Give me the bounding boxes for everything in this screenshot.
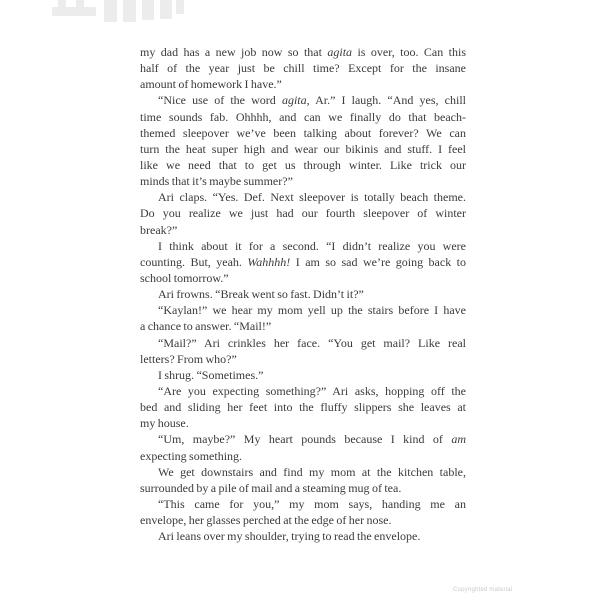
text-line (140, 270, 466, 286)
text-line (140, 44, 466, 60)
text-run: “This came for you,” my mom says, handing me an (158, 496, 466, 511)
text-run: Ari frowns. “Break went so fast. Didn’t it?” (158, 287, 364, 302)
text-line (140, 238, 466, 254)
text-run: break?” (140, 222, 178, 237)
text-line (140, 399, 466, 415)
text-line (140, 76, 466, 92)
text-line (140, 222, 466, 238)
text-line (140, 189, 466, 205)
text-line (140, 335, 466, 351)
text-run: turn the heat super high and wear our bikinis and stuff. I feel (140, 141, 466, 156)
text-run: We get downstairs and find my mom at the kitchen table, (158, 464, 466, 479)
text-run: “Um, maybe?” My heart pounds because I kind of (158, 432, 452, 447)
text-line (140, 125, 466, 141)
text-run: like we need that to get us through winter. Like trick our (140, 157, 466, 172)
text-run: “Mail?” Ari crinkles her face. “You get mail? Like real (158, 335, 466, 350)
italic-text-run: agita (281, 93, 307, 108)
text-run: half of the year just be chill time? Except for the insane (140, 61, 466, 76)
scan-artifact-block (160, 0, 172, 19)
text-run: envelope, her glasses perched at the edge of her nose. (140, 513, 392, 528)
text-run: my house. (140, 416, 189, 431)
text-line (140, 318, 466, 334)
scan-artifact-block (52, 7, 96, 16)
italic-text-run: agita (327, 45, 353, 59)
text-run: a chance to answer. “Mail!” (140, 319, 272, 334)
scan-artifact-block (142, 0, 154, 20)
text-line (140, 464, 466, 480)
scan-artifact-block (123, 0, 136, 22)
text-run: I think about it for a second. “I didn’t realize you were (158, 238, 466, 253)
text-run: Do you realize we just had our fourth sleepover of winter (140, 206, 466, 221)
text-run: I shrug. “Sometimes.” (158, 367, 264, 382)
text-run: minds that it’s maybe summer?” (140, 174, 293, 189)
copyright-watermark: Copyrighted material (453, 587, 513, 593)
text-line (140, 383, 466, 399)
text-line (140, 367, 466, 383)
text-run: , Ar.” I laugh. “And yes, chill (306, 93, 467, 108)
text-run: time sounds fab. Ohhhh, and can we finally do that beach- (140, 109, 466, 124)
text-line (140, 415, 466, 431)
text-run: I am so sad we’re going back to (290, 254, 467, 269)
text-line (140, 205, 466, 221)
text-line (140, 141, 466, 157)
scan-artifact (0, 0, 600, 30)
text-run: counting. But, yeah. (140, 254, 248, 269)
text-run: amount of homework I have.” (140, 77, 282, 92)
scan-artifact-block (104, 0, 117, 22)
text-run: school tomorrow.” (140, 270, 229, 285)
text-line (140, 496, 466, 512)
text-run: Ari claps. “Yes. Def. Next sleepover is totally beach theme. (158, 190, 466, 205)
text-line (140, 109, 466, 125)
scan-artifact-block (176, 0, 184, 14)
text-run: expecting something. (140, 448, 243, 463)
text-line (140, 512, 466, 528)
text-line (140, 480, 466, 496)
text-run: is over, too. Can this (352, 45, 466, 59)
text-line (140, 448, 466, 464)
text-line (140, 60, 466, 76)
text-line (140, 173, 466, 189)
text-line (140, 92, 466, 108)
text-run: letters? From who?” (140, 351, 237, 366)
text-run: my dad has a new job now so that (140, 45, 328, 59)
text-run: themed sleepover we’ve been talking about forever? We can (140, 125, 466, 140)
text-run: “Kaylan!” we hear my mom yell up the stairs before I have (158, 303, 466, 318)
scan-artifact-block (58, 0, 66, 7)
text-line (140, 302, 466, 318)
text-line (140, 254, 466, 270)
text-run: “Are you expecting something?” Ari asks, hopping off the (158, 383, 466, 398)
text-run: Ari leans over my shoulder, trying to read the envelope. (158, 529, 421, 544)
page-text (140, 44, 466, 544)
text-run: surrounded by a pile of mail and a steaming mug of tea. (140, 480, 402, 495)
text-line (140, 286, 466, 302)
text-line (140, 157, 466, 173)
italic-text-run: am (451, 432, 466, 447)
text-line (140, 528, 466, 544)
text-run: bed and sliding her feet into the fluffy slippers she leaves at (140, 400, 466, 415)
text-line (140, 351, 466, 367)
text-run: “Nice use of the word (158, 93, 282, 108)
scan-artifact-block (76, 0, 84, 7)
italic-text-run: Wahhhh! (247, 254, 291, 269)
text-line (140, 431, 466, 447)
